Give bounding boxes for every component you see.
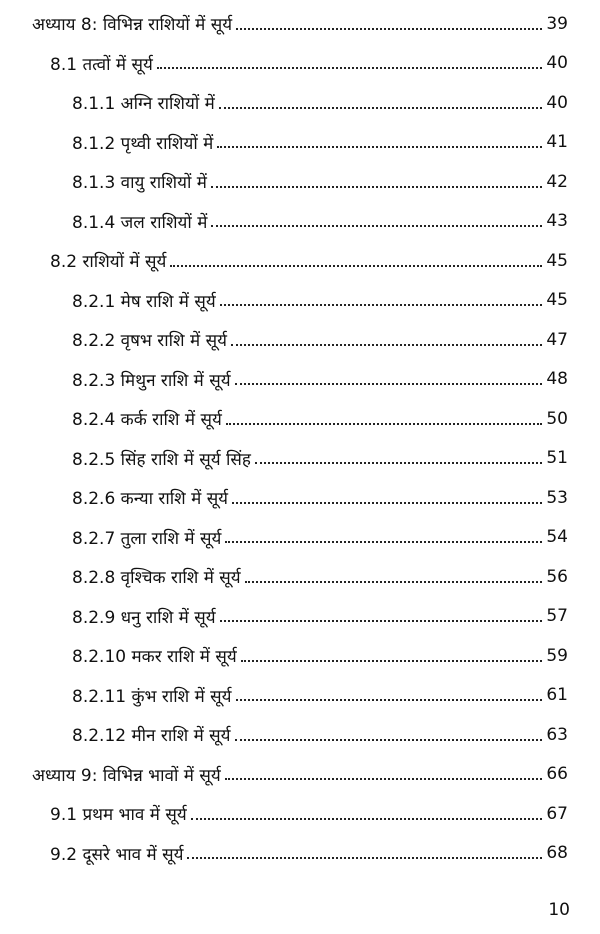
dot-leader	[225, 541, 542, 543]
dot-leader	[217, 146, 542, 148]
table-of-contents	[0, 4, 600, 873]
toc-entry-title: 8.1.3 वायु राशियों में	[72, 173, 207, 194]
toc-entry-title: 8.2.12 मीन राशि में सूर्य	[72, 726, 231, 747]
toc-entry[interactable]	[0, 399, 600, 439]
toc-entry[interactable]	[0, 794, 600, 834]
dot-leader	[220, 304, 542, 306]
toc-entry-page: 40	[546, 92, 568, 113]
toc-entry-title: 8.2.11 कुंभ राशि में सूर्य	[72, 686, 232, 707]
toc-entry[interactable]	[0, 162, 600, 202]
dot-leader	[220, 620, 542, 622]
toc-entry-page: 45	[546, 290, 568, 311]
toc-entry[interactable]	[0, 518, 600, 558]
toc-entry-page: 56	[546, 566, 568, 587]
toc-entry[interactable]	[0, 715, 600, 755]
toc-entry-page: 43	[546, 211, 568, 232]
page-number: 10	[548, 900, 570, 920]
toc-entry-title: अध्याय 8: विभिन्न राशियों में सूर्य	[32, 15, 233, 36]
toc-entry[interactable]	[0, 360, 600, 400]
toc-entry-page: 41	[546, 132, 568, 153]
dot-leader	[231, 344, 542, 346]
toc-entry[interactable]	[0, 320, 600, 360]
dot-leader	[219, 107, 542, 109]
dot-leader	[211, 225, 542, 227]
toc-entry-title: 8.2 राशियों में सूर्य	[50, 252, 167, 273]
toc-entry[interactable]	[0, 44, 600, 84]
toc-entry[interactable]	[0, 597, 600, 637]
toc-entry[interactable]	[0, 557, 600, 597]
dot-leader	[236, 28, 542, 30]
dot-leader	[225, 778, 542, 780]
toc-entry-title: 8.2.7 तुला राशि में सूर्य	[72, 528, 222, 549]
toc-entry[interactable]	[0, 123, 600, 163]
toc-entry-page: 40	[546, 53, 568, 74]
toc-entry-page: 66	[546, 764, 568, 785]
toc-entry[interactable]	[0, 439, 600, 479]
dot-leader	[241, 660, 542, 662]
toc-entry-page: 48	[546, 369, 568, 390]
toc-entry-title: 8.1.2 पृथ्वी राशियों में	[72, 133, 214, 154]
toc-entry[interactable]	[0, 241, 600, 281]
dot-leader	[235, 383, 542, 385]
toc-entry-title: 9.2 दूसरे भाव में सूर्य	[50, 844, 184, 865]
toc-entry-title: 8.1.4 जल राशियों में	[72, 212, 208, 233]
dot-leader	[255, 462, 542, 464]
toc-entry-page: 51	[546, 448, 568, 469]
toc-entry-page: 42	[546, 171, 568, 192]
toc-entry-page: 61	[546, 685, 568, 706]
dot-leader	[232, 502, 542, 504]
toc-entry-page: 59	[546, 645, 568, 666]
toc-entry-title: 8.2.8 वृश्चिक राशि में सूर्य	[72, 568, 241, 589]
dot-leader	[235, 739, 542, 741]
dot-leader	[211, 186, 542, 188]
dot-leader	[187, 857, 542, 859]
dot-leader	[191, 818, 542, 820]
toc-entry[interactable]	[0, 478, 600, 518]
dot-leader	[236, 699, 542, 701]
toc-entry[interactable]	[0, 834, 600, 874]
toc-entry[interactable]	[0, 281, 600, 321]
dot-leader	[157, 67, 542, 69]
toc-entry-title: 8.2.9 धनु राशि में सूर्य	[72, 607, 216, 628]
toc-entry-title: 8.2.6 कन्या राशि में सूर्य	[72, 489, 229, 510]
toc-entry-page: 45	[546, 250, 568, 271]
toc-entry-title: 8.2.1 मेष राशि में सूर्य	[72, 291, 216, 312]
toc-entry-title: 8.2.4 कर्क राशि में सूर्य	[72, 410, 222, 431]
toc-entry-title: 8.2.10 मकर राशि में सूर्य	[72, 647, 237, 668]
toc-entry-page: 68	[546, 843, 568, 864]
toc-entry-title: 9.1 प्रथम भाव में सूर्य	[50, 805, 187, 826]
toc-entry-page: 50	[546, 408, 568, 429]
dot-leader	[226, 423, 542, 425]
dot-leader	[245, 581, 542, 583]
toc-entry-title: 8.2.5 सिंह राशि में सूर्य सिंह	[72, 449, 251, 470]
toc-entry[interactable]	[0, 83, 600, 123]
toc-entry-title: 8.2.2 वृषभ राशि में सूर्य	[72, 331, 227, 352]
toc-entry-title: अध्याय 9: विभिन्न भावों में सूर्य	[32, 765, 221, 786]
toc-entry-title: 8.2.3 मिथुन राशि में सूर्य	[72, 370, 231, 391]
toc-entry-page: 39	[546, 13, 568, 34]
toc-entry-page: 47	[546, 329, 568, 350]
toc-entry-page: 53	[546, 487, 568, 508]
toc-entry-page: 63	[546, 724, 568, 745]
toc-entry-title: 8.1.1 अग्नि राशियों में	[72, 94, 215, 115]
toc-entry[interactable]	[0, 202, 600, 242]
toc-entry[interactable]	[0, 4, 600, 44]
toc-entry-page: 57	[546, 606, 568, 627]
toc-entry[interactable]	[0, 676, 600, 716]
toc-entry[interactable]	[0, 636, 600, 676]
toc-entry-page: 67	[546, 803, 568, 824]
toc-entry-page: 54	[546, 527, 568, 548]
dot-leader	[170, 265, 542, 267]
toc-entry[interactable]	[0, 755, 600, 795]
toc-entry-title: 8.1 तत्वों में सूर्य	[50, 54, 153, 75]
